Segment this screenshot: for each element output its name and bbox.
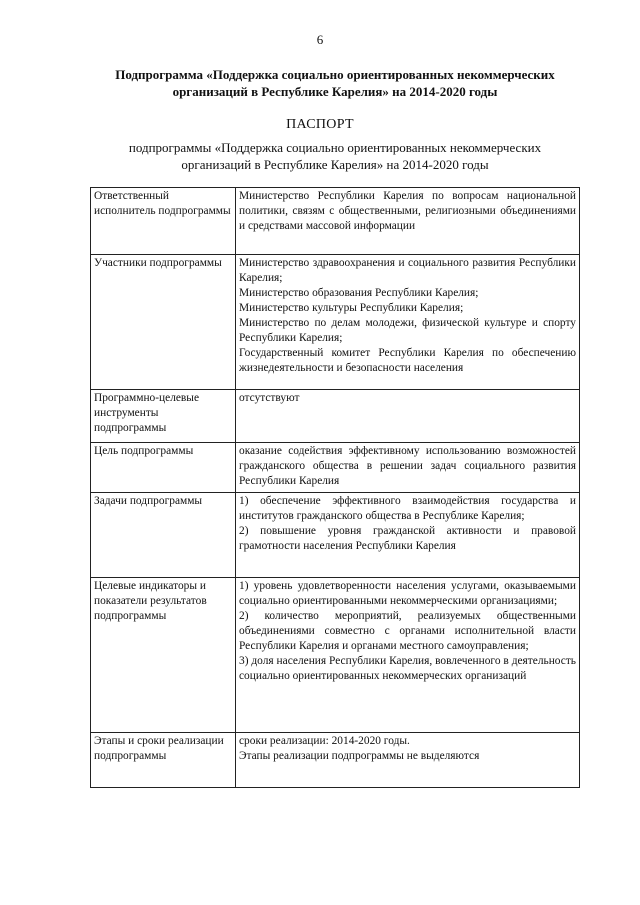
passport-row-tools <box>91 390 580 443</box>
row-label: Ответственный исполнитель подпрограммы <box>91 188 236 255</box>
row-label: Цель подпрограммы <box>91 443 236 493</box>
row-value-line: Министерство по делам молодежи, физической культуре и спорту Республики Карелия; <box>239 317 576 344</box>
row-value <box>236 443 580 493</box>
passport-table <box>90 187 580 788</box>
row-value-line: оказание содействия эффективному использованию возможностей гражданского общества в решении задач социального развития Республики Карелия <box>239 445 576 487</box>
row-label: Задачи подпрограммы <box>91 493 236 578</box>
passport-subtitle: подпрограммы «Поддержка социально ориентированных некоммерческих организаций в Республике Карелия» на 2014-2020 годы <box>128 140 542 172</box>
page-number: 6 <box>316 32 324 47</box>
passport-row-participants <box>91 255 580 390</box>
document-title: Подпрограмма «Поддержка социально ориентированных некоммерческих организаций в Республике Карелия» на 2014-2020 годы <box>115 67 555 99</box>
row-label: Участники подпрограммы <box>91 255 236 390</box>
passport-row-tasks <box>91 493 580 578</box>
row-value <box>236 390 580 443</box>
passport-row-responsible <box>91 188 580 255</box>
row-value <box>236 493 580 578</box>
row-value-line: Министерство образования Республики Карелия; <box>239 287 479 299</box>
row-value <box>236 188 580 255</box>
row-value-line: Государственный комитет Республики Карелия по обеспечению жизнедеятельности и безопасности населения <box>239 347 576 374</box>
row-value-line: 1) обеспечение эффективного взаимодействия государства и институтов гражданского общества в Республике Карелия; <box>239 495 576 522</box>
row-value-line: сроки реализации: 2014-2020 годы. <box>239 735 410 747</box>
passport-row-stages <box>91 733 580 788</box>
row-value <box>236 578 580 733</box>
passport-heading: ПАСПОРТ <box>286 117 354 132</box>
passport-row-indicators <box>91 578 580 733</box>
row-value-line: 2) количество мероприятий, реализуемых общественными объединениями совместно с органами исполнительной власти Республики Карелия и органами местного самоуправления; <box>239 610 576 652</box>
row-value-line: Этапы реализации подпрограммы не выделяются <box>239 750 480 762</box>
row-value <box>236 733 580 788</box>
row-value-line: 3) доля населения Республики Карелия, вовлеченного в деятельность социально ориентированных некоммерческих организаций <box>239 655 576 682</box>
row-value-line: Министерство культуры Республики Карелия; <box>239 302 464 314</box>
row-label: Этапы и сроки реализации подпрограммы <box>91 733 236 788</box>
row-label: Целевые индикаторы и показатели результатов подпрограммы <box>91 578 236 733</box>
row-value-line: отсутствуют <box>239 392 300 404</box>
row-label: Программно-целевые инструменты подпрограммы <box>91 390 236 443</box>
row-value-line: Министерство здравоохранения и социального развития Республики Карелия; <box>239 257 576 284</box>
row-value <box>236 255 580 390</box>
row-value-line: Министерство Республики Карелия по вопросам национальной политики, связям с общественными, религиозными объединениями и средствами массовой информации <box>239 190 576 232</box>
row-value-line: 2) повышение уровня гражданской активности и правовой грамотности населения Республики Карелия <box>239 525 576 552</box>
row-value-line: 1) уровень удовлетворенности населения услугами, оказываемыми социально ориентированными некоммерческими организациями; <box>239 580 576 607</box>
passport-row-goal <box>91 443 580 493</box>
